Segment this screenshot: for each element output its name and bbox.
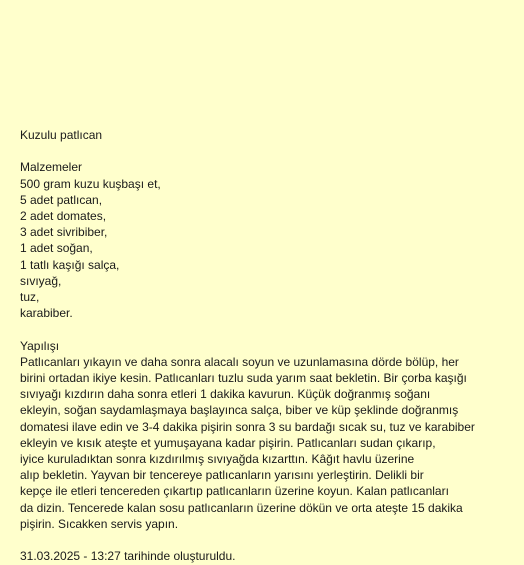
method-line: ekleyin, soğan saydamlaşmaya başlayınca salça, biber ve küp şeklinde doğranmış — [20, 403, 459, 418]
method-line: kepçe ile etleri tencereden çıkartıp patlıcanların üzerine koyun. Kalan patlıcanları — [20, 484, 449, 499]
method-line: domatesi ilave edin ve 3-4 dakika pişirin sonra 3 su bardağı sıcak su, tuz ve karabiber — [20, 419, 475, 434]
spacer — [20, 143, 515, 159]
ingredient-item: 5 adet patlıcan, — [20, 192, 103, 207]
ingredient-item: 1 tatlı kaşığı salça, — [20, 257, 120, 272]
ingredient-item: tuz, — [20, 290, 40, 305]
ingredient-item: 500 gram kuzu kuşbaşı et, — [20, 176, 161, 191]
method-line: sıvıyağı kızdırın daha sonra etleri 1 dakika kavurun. Küçük doğranmış soğanı — [20, 387, 431, 402]
ingredient-item: 2 adet domates, — [20, 209, 107, 223]
recipe-document — [20, 127, 515, 564]
ingredient-item: 3 adet sivribiber, — [20, 225, 108, 240]
ingredients-heading: Malzemeler — [20, 160, 83, 175]
method-line: alıp bekletin. Yayvan bir tencereye patlıcanların yarısını yerleştirin. Delikli bir — [20, 468, 424, 483]
method-line: Patlıcanları yıkayın ve daha sonra alacalı soyun ve uzunlamasına dörde bölüp, her — [20, 354, 459, 369]
ingredients-section — [20, 159, 515, 321]
ingredient-item: sıvıyağ, — [20, 273, 62, 288]
created-timestamp: 31.03.2025 - 13:27 tarihinde oluşturuldu. — [20, 549, 236, 564]
spacer — [20, 532, 515, 548]
spacer — [20, 321, 515, 337]
method-line: iyice kuruladıktan sonra kızdırılmış sıvıyağda kızarttın. Kâğıt havlu üzerine — [20, 452, 415, 467]
method-section — [20, 338, 515, 532]
method-heading: Yapılışı — [20, 338, 60, 353]
recipe-title: Kuzulu patlıcan — [20, 128, 103, 142]
ingredient-item: 1 adet soğan, — [20, 241, 93, 256]
ingredient-item: karabiber. — [20, 306, 73, 321]
method-line: pişirin. Sıcakken servis yapın. — [20, 516, 179, 531]
method-line: ekleyin ve kısık ateşte et yumuşayana kadar pişirin. Patlıcanları sudan çıkarıp, — [20, 435, 436, 450]
method-line: birini ortadan ikiye kesin. Patlıcanları tuzlu suda yarım saat bekletin. Bir çorba kaşığı — [20, 371, 467, 386]
method-line: da dizin. Tencerede kalan sosu patlıcanların üzerine dökün ve orta ateşte 15 dakika — [20, 500, 463, 515]
